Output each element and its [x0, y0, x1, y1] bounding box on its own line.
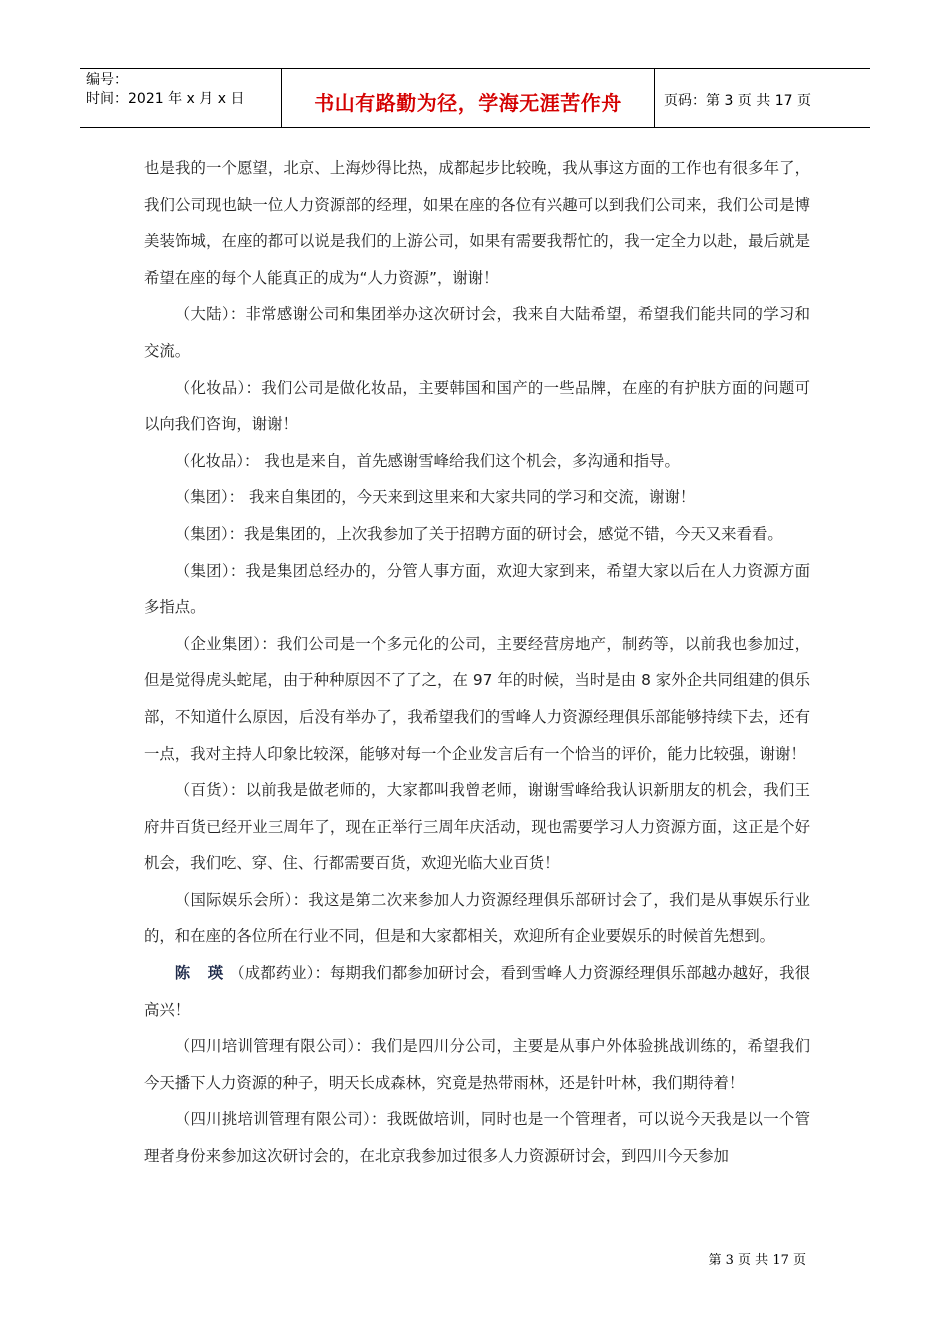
paragraph: （集团）： 我来自集团的，今天来到这里来和大家共同的学习和交流，谢谢！ — [174, 488, 696, 507]
speaker-paragraph — [144, 955, 810, 1028]
paragraph: （四川挑培训管理有限公司）：我既做培训，同时也是一个管理者，可以说今天我是以一个管理者身份来参加这次研讨会的，在北京我参加过很多人力资源研讨会，到四川今天参加 — [144, 1110, 810, 1166]
paragraph: （集团）：我是集团的，上次我参加了关于招聘方面的研讨会，感觉不错，今天又来看看。 — [174, 524, 783, 543]
paragraph-continuation: 也是我的一个愿望，北京、上海炒得比热，成都起步比较晚，我从事这方面的工作也有很多年了，我们公司现也缺一位人力资源部的经理，如果在座的各位有兴趣可以到我们公司来，我们公司是博美装饰城，在座的都可以说是我们的上游公司，如果有需要我帮忙的，我一定全力以赴，最后就是希望在座的每个人能真正的成为“人力资源”，谢谢！ — [144, 159, 810, 287]
page-header — [80, 68, 870, 128]
paragraph: （企业集团）：我们公司是一个多元化的公司，主要经营房地产，制药等，以前我也参加过，但是觉得虎头蛇尾，由于种种原因不了了之，在 97 年的时候，当时是由 8 家外企共同组建的俱乐部，不知道什么原因，后没有举办了，我希望我们的雪峰人力资源经理俱乐部能够持续下去，还有一点，我对主持人印象比较深，能够对每一个企业发言后有一个恰当的评价，能力比较强，谢谢！ — [144, 634, 810, 763]
header-time-label: 时间：2021 年 x 月 x 日 — [86, 91, 245, 107]
paragraph: （大陆）：非常感谢公司和集团举办这次研讨会，我来自大陆希望，希望我们能共同的学习和交流。 — [144, 305, 810, 360]
paragraph: （四川培训管理有限公司）：我们是四川分公司，主要是从事户外体验挑战训练的，希望我们今天播下人力资源的种子，明天长成森林，究竟是热带雨林，还是针叶林，我们期待着！ — [144, 1037, 810, 1092]
speaker-text: （成都药业）：每期我们都参加研讨会，看到雪峰人力资源经理俱乐部越办越好，我很高兴！ — [144, 964, 810, 1019]
header-number-label: 编号： — [86, 72, 128, 88]
header-meta — [86, 71, 244, 109]
header-divider-right — [654, 69, 655, 128]
paragraph: （化妆品）：我们公司是做化妆品，主要韩国和国产的一些品牌，在座的有护肤方面的问题可以向我们咨询，谢谢！ — [144, 378, 810, 434]
paragraph: （百货）：以前我是做老师的，大家都叫我曾老师，谢谢雪峰给我认识新朋友的机会，我们王府井百货已经开业三周年了，现在正举行三周年庆活动，现也需要学习人力资源方面，这正是个好机会，我们吃、穿、住、行都需要百货，欢迎光临大业百货！ — [144, 781, 810, 873]
paragraph: （集团）：我是集团总经办的，分管人事方面，欢迎大家到来，希望大家以后在人力资源方面多指点。 — [144, 561, 810, 617]
page-footer: 第 3 页 共 17 页 — [708, 1253, 806, 1268]
speaker-name: 陈 瑛 — [174, 964, 230, 983]
header-page-label: 页码：第 3 页 共 17 页 — [664, 93, 811, 109]
paragraph: （国际娱乐会所）：我这是第二次来参加人力资源经理俱乐部研讨会了，我们是从事娱乐行业的，和在座的各位所在行业不同，但是和大家都相关，欢迎所有企业要娱乐的时候首先想到。 — [144, 890, 810, 946]
header-motto: 书山有路勤为径，学海无涯苦作舟 — [314, 91, 622, 115]
paragraph: （化妆品）： 我也是来自，首先感谢雪峰给我们这个机会，多沟通和指导。 — [174, 451, 680, 470]
document-body — [144, 150, 810, 1175]
